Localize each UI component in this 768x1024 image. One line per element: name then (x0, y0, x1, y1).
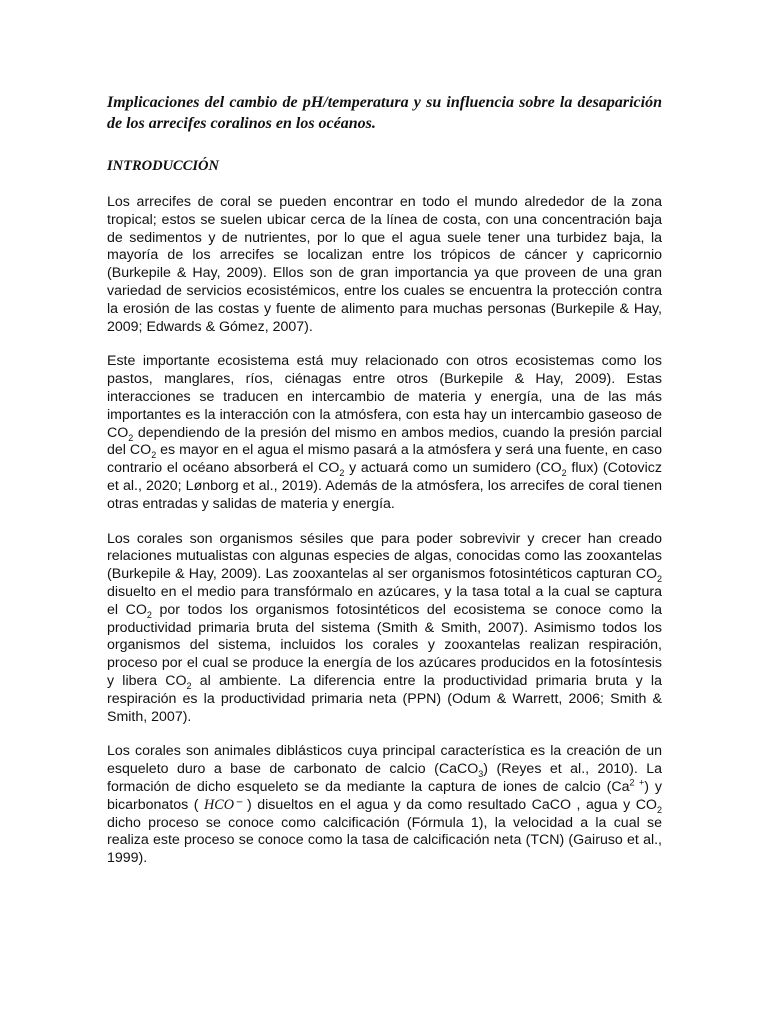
paragraph-2 (107, 353, 662, 513)
co2-subscript: 2 (656, 573, 662, 584)
calcium-ion-superscript: 2 + (629, 777, 645, 788)
paragraph-4-text-4: ) disueltos en el agua y da como resultado CaCO , agua y CO (246, 796, 657, 813)
co2-subscript: 2 (656, 804, 662, 815)
co2-subscript: 2 (186, 680, 192, 691)
paragraph-3-text-1: Los corales son organismos sésiles que para poder sobrevivir y crecer han creado relaciones mutualistas con algunas especies de algas, conocidas como las zooxantelas (Burkepile & Hay, 2009). Las zooxantelas al ser organismos fotosintéticos capturan CO (107, 530, 662, 583)
bicarbonate-charge: ⁻ (233, 796, 242, 813)
paragraph-4-text-5: dicho proceso se conoce como calcificación (Fórmula 1), la velocidad a la cual se realiza este proceso se conoce como la tasa de calcificación neta (TCN) (Gairuso et al., 1999). (107, 814, 662, 867)
paragraph-2-text-3: es mayor en el agua el mismo pasará a la atmósfera y será una fuente, en caso contrario el océano absorberá el CO (107, 442, 662, 477)
section-heading: INTRODUCCIÓN (107, 158, 219, 174)
co2-subscript: 2 (339, 467, 345, 478)
paragraph-4 (107, 743, 662, 868)
bicarbonate-formula: HCO (204, 796, 234, 813)
paragraph-3 (107, 531, 662, 727)
paragraph-3-text-4: al ambiente. La diferencia entre la productividad primaria bruta y la respiración es la productividad primaria neta (PPN) (Odum & Warrett, 2006; Smith & Smith, 2007). (107, 672, 662, 725)
co2-subscript: 2 (151, 450, 157, 461)
paragraph-4-text-1: Los corales son animales diblásticos cuya principal característica es la creación de un esqueleto duro a base de carbonato de calcio (CaCO (107, 743, 662, 778)
co2-subscript: 2 (146, 609, 152, 620)
paragraph-2-text-2: dependiendo de la presión del mismo en ambos medios, cuando la presión parcial del CO (107, 424, 662, 459)
paragraph-4-text-3: ) y bicarbonatos ( (107, 778, 662, 813)
paragraph-2-text-5: flux) (Cotovicz et al., 2020; Lønborg et al., 2019). Además de la atmósfera, los arrecifes de coral tienen otras entradas y salidas de materia y energía. (107, 460, 662, 512)
caco3-subscript: 3 (478, 768, 484, 779)
co2-subscript: 2 (561, 467, 567, 478)
paragraph-4-text-2: ) (Reyes et al., 2010). La formación de dicho esqueleto se da mediante la captura de iones de calcio (Ca (107, 761, 662, 795)
document-title: Implicaciones del cambio de pH/temperatura y su influencia sobre la desaparición de los arrecifes coralinos en los océanos. (107, 94, 662, 132)
paragraph-2-text-4: y actuará como un sumidero (CO (349, 460, 562, 477)
paragraph-3-text-3: por todos los organismos fotosintéticos del ecosistema se conoce como la productividad primaria bruta del sistema (Smith & Smith, 2007). Asimismo todos los organismos del sistema, incluidos los corales y zooxantelas realizan respiración, proceso por el cual se produce la energía de los azúcares producidos en la fotosíntesis y libera CO (107, 601, 663, 689)
paragraph-3-text-2: disuelto en el medio para transfórmalo en azúcares, y la tasa total a la cual se captura el CO (107, 583, 662, 618)
paragraph-2-text-1: Este importante ecosistema está muy relacionado con otros ecosistemas como los pastos, manglares, ríos, ciénagas entre otros (Burkepile & Hay, 2009). Estas interacciones se traducen en intercambio de materia y energía, una de las más importantes es la interacción con la atmósfera, con esta hay un intercambio gaseoso de CO (107, 353, 662, 441)
paragraph-1: Los arrecifes de coral se pueden encontrar en todo el mundo alrededor de la zona tropical; estos se suelen ubicar cerca de la línea de costa, con una concentración baja de sedimentos y de nutrientes, por lo que el agua suele tener una turbidez baja, la mayoría de los arrecifes se localizan entre los trópicos de cáncer y capricornio (Burkepile & Hay, 2009). Ellos son de gran importancia ya que proveen de una gran variedad de servicios ecosistémicos, entre los cuales se encuentra la protección contra la erosión de las costas y fuente de alimento para muchas personas (Burkepile & Hay, 2009; Edwards & Gómez, 2007). (107, 194, 662, 335)
co2-subscript: 2 (128, 432, 134, 443)
